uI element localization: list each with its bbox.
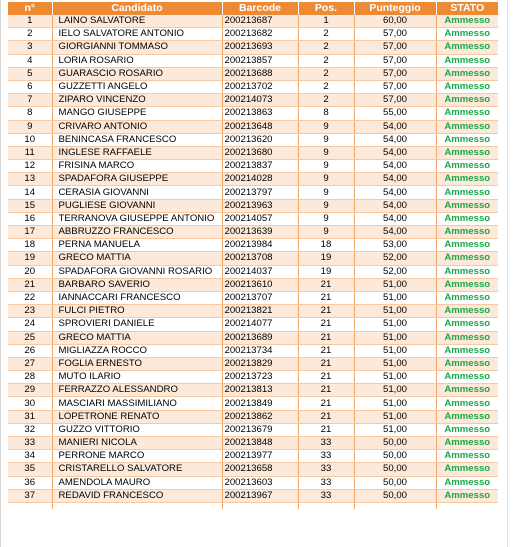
position: 21 (298, 371, 354, 384)
barcode: 200213688 (222, 67, 298, 80)
row-number: 15 (8, 199, 52, 212)
candidate-name: ZIPARO VINCENZO (52, 94, 222, 107)
score: 54,00 (354, 199, 436, 212)
table-row (8, 67, 498, 80)
table-row (8, 384, 498, 397)
table-row (8, 54, 498, 67)
barcode: 200213708 (222, 252, 298, 265)
status-label: Ammesso (436, 291, 498, 304)
table-row (8, 489, 498, 502)
status-label: Ammesso (436, 28, 498, 41)
score: 51,00 (354, 423, 436, 436)
cutoff-cell (354, 502, 436, 509)
row-number: 11 (8, 146, 52, 159)
position: 21 (298, 344, 354, 357)
position: 21 (298, 423, 354, 436)
barcode: 200213702 (222, 80, 298, 93)
row-number: 20 (8, 265, 52, 278)
barcode: 200213723 (222, 371, 298, 384)
position: 2 (298, 41, 354, 54)
position: 9 (298, 199, 354, 212)
row-number: 6 (8, 80, 52, 93)
status-label: Ammesso (436, 252, 498, 265)
position: 2 (298, 67, 354, 80)
results-sheet (8, 2, 498, 509)
candidate-name: FRISINA MARCO (52, 160, 222, 173)
position: 33 (298, 437, 354, 450)
status-label: Ammesso (436, 437, 498, 450)
barcode: 200213639 (222, 226, 298, 239)
barcode: 200213837 (222, 160, 298, 173)
candidate-name: REDAVID FRANCESCO (52, 489, 222, 502)
cutoff-cell (52, 502, 222, 509)
table-row (8, 357, 498, 370)
score: 50,00 (354, 463, 436, 476)
status-label: Ammesso (436, 450, 498, 463)
candidate-name: PUGLIESE GIOVANNI (52, 199, 222, 212)
row-number: 26 (8, 344, 52, 357)
table-row (8, 397, 498, 410)
row-number: 32 (8, 423, 52, 436)
barcode: 200213849 (222, 397, 298, 410)
page-edge-left (0, 0, 1, 547)
row-number: 25 (8, 331, 52, 344)
status-label: Ammesso (436, 186, 498, 199)
position: 9 (298, 173, 354, 186)
candidate-name: FULCI PIETRO (52, 305, 222, 318)
row-number: 3 (8, 41, 52, 54)
row-number: 33 (8, 437, 52, 450)
row-number: 13 (8, 173, 52, 186)
position: 21 (298, 397, 354, 410)
barcode: 200213863 (222, 107, 298, 120)
table-row (8, 186, 498, 199)
status-label: Ammesso (436, 54, 498, 67)
row-number: 10 (8, 133, 52, 146)
score: 53,00 (354, 239, 436, 252)
score: 51,00 (354, 344, 436, 357)
score: 54,00 (354, 160, 436, 173)
position: 33 (298, 476, 354, 489)
status-label: Ammesso (436, 212, 498, 225)
barcode: 200213977 (222, 450, 298, 463)
cutoff-cell (222, 502, 298, 509)
candidate-name: LOPETRONE RENATO (52, 410, 222, 423)
position: 9 (298, 146, 354, 159)
candidate-name: CERASIA GIOVANNI (52, 186, 222, 199)
row-number: 7 (8, 94, 52, 107)
status-label: Ammesso (436, 357, 498, 370)
cutoff-cell (8, 502, 52, 509)
score: 57,00 (354, 54, 436, 67)
position: 33 (298, 450, 354, 463)
position: 9 (298, 120, 354, 133)
status-label: Ammesso (436, 397, 498, 410)
status-label: Ammesso (436, 107, 498, 120)
row-number: 27 (8, 357, 52, 370)
score: 50,00 (354, 476, 436, 489)
table-row (8, 344, 498, 357)
column-header-punteggio: Punteggio (354, 2, 436, 15)
score: 57,00 (354, 94, 436, 107)
score: 51,00 (354, 410, 436, 423)
score: 60,00 (354, 15, 436, 28)
score: 50,00 (354, 437, 436, 450)
row-number: 17 (8, 226, 52, 239)
candidate-name: TERRANOVA GIUSEPPE ANTONIO (52, 212, 222, 225)
table-row (8, 371, 498, 384)
candidate-name: IELO SALVATORE ANTONIO (52, 28, 222, 41)
cutoff-cell (436, 502, 498, 509)
row-number: 21 (8, 278, 52, 291)
candidate-name: FOGLIA ERNESTO (52, 357, 222, 370)
barcode: 200214037 (222, 265, 298, 278)
status-label: Ammesso (436, 15, 498, 28)
row-number: 35 (8, 463, 52, 476)
status-label: Ammesso (436, 239, 498, 252)
position: 21 (298, 410, 354, 423)
status-label: Ammesso (436, 318, 498, 331)
position: 21 (298, 318, 354, 331)
score: 54,00 (354, 186, 436, 199)
barcode: 200213848 (222, 437, 298, 450)
barcode: 200213707 (222, 291, 298, 304)
score: 51,00 (354, 331, 436, 344)
candidate-name: MUTO ILARIO (52, 371, 222, 384)
barcode: 200213967 (222, 489, 298, 502)
table-row (8, 463, 498, 476)
score: 50,00 (354, 489, 436, 502)
status-label: Ammesso (436, 94, 498, 107)
barcode: 200213984 (222, 239, 298, 252)
candidate-name: AMENDOLA MAURO (52, 476, 222, 489)
candidate-name: CRIVARO ANTONIO (52, 120, 222, 133)
candidate-name: MIGLIAZZA ROCCO (52, 344, 222, 357)
score: 54,00 (354, 146, 436, 159)
position: 2 (298, 94, 354, 107)
position: 21 (298, 278, 354, 291)
score: 50,00 (354, 450, 436, 463)
row-number: 9 (8, 120, 52, 133)
status-label: Ammesso (436, 489, 498, 502)
status-label: Ammesso (436, 226, 498, 239)
status-label: Ammesso (436, 423, 498, 436)
table-row (8, 41, 498, 54)
position: 9 (298, 212, 354, 225)
candidate-name: LORIA ROSARIO (52, 54, 222, 67)
candidate-name: GUZZO VITTORIO (52, 423, 222, 436)
row-number: 2 (8, 28, 52, 41)
score: 51,00 (354, 291, 436, 304)
position: 9 (298, 160, 354, 173)
table-row (8, 80, 498, 93)
table-row (8, 146, 498, 159)
candidate-name: SPROVIERI DANIELE (52, 318, 222, 331)
table-row (8, 212, 498, 225)
barcode: 200213813 (222, 384, 298, 397)
barcode: 200213963 (222, 199, 298, 212)
position: 9 (298, 186, 354, 199)
position: 33 (298, 463, 354, 476)
position: 21 (298, 384, 354, 397)
row-number: 18 (8, 239, 52, 252)
position: 21 (298, 331, 354, 344)
row-number: 30 (8, 397, 52, 410)
row-number: 28 (8, 371, 52, 384)
barcode: 200213603 (222, 476, 298, 489)
position: 2 (298, 54, 354, 67)
score: 51,00 (354, 278, 436, 291)
table-row (8, 15, 498, 28)
table-row (8, 265, 498, 278)
status-label: Ammesso (436, 410, 498, 423)
candidate-name: BENINCASA FRANCESCO (52, 133, 222, 146)
barcode: 200213687 (222, 15, 298, 28)
position: 33 (298, 489, 354, 502)
barcode: 200213680 (222, 146, 298, 159)
table-row-cutoff (8, 502, 498, 509)
status-label: Ammesso (436, 80, 498, 93)
row-number: 4 (8, 54, 52, 67)
barcode: 200213682 (222, 28, 298, 41)
status-label: Ammesso (436, 133, 498, 146)
barcode: 200213689 (222, 331, 298, 344)
status-label: Ammesso (436, 199, 498, 212)
row-number: 1 (8, 15, 52, 28)
status-label: Ammesso (436, 278, 498, 291)
candidate-name: GUARASCIO ROSARIO (52, 67, 222, 80)
score: 51,00 (354, 371, 436, 384)
barcode: 200213857 (222, 54, 298, 67)
score: 54,00 (354, 226, 436, 239)
column-header-barcode: Barcode (222, 2, 298, 15)
table-body (8, 15, 498, 509)
row-number: 22 (8, 291, 52, 304)
table-row (8, 199, 498, 212)
row-number: 36 (8, 476, 52, 489)
barcode: 200213862 (222, 410, 298, 423)
row-number: 16 (8, 212, 52, 225)
row-number: 23 (8, 305, 52, 318)
table-row (8, 476, 498, 489)
results-table (8, 2, 498, 509)
page-edge-right (507, 0, 508, 547)
row-number: 5 (8, 67, 52, 80)
score: 51,00 (354, 305, 436, 318)
barcode: 200213658 (222, 463, 298, 476)
table-row (8, 133, 498, 146)
table-row (8, 305, 498, 318)
position: 8 (298, 107, 354, 120)
row-number: 37 (8, 489, 52, 502)
position: 9 (298, 226, 354, 239)
score: 55,00 (354, 107, 436, 120)
table-row (8, 226, 498, 239)
score: 54,00 (354, 120, 436, 133)
table-row (8, 450, 498, 463)
candidate-name: PERNA MANUELA (52, 239, 222, 252)
candidate-name: INGLESE RAFFAELE (52, 146, 222, 159)
candidate-name: GUZZETTI ANGELO (52, 80, 222, 93)
status-label: Ammesso (436, 67, 498, 80)
position: 21 (298, 305, 354, 318)
row-number: 34 (8, 450, 52, 463)
position: 21 (298, 357, 354, 370)
column-header-n: n° (8, 2, 52, 15)
status-label: Ammesso (436, 331, 498, 344)
score: 51,00 (354, 384, 436, 397)
score: 54,00 (354, 133, 436, 146)
table-row (8, 239, 498, 252)
position: 19 (298, 252, 354, 265)
column-header-pos: Pos. (298, 2, 354, 15)
position: 1 (298, 15, 354, 28)
table-row (8, 423, 498, 436)
score: 51,00 (354, 397, 436, 410)
table-row (8, 160, 498, 173)
candidate-name: FERRAZZO ALESSANDRO (52, 384, 222, 397)
status-label: Ammesso (436, 265, 498, 278)
column-header-stato: STATO (436, 2, 498, 15)
barcode: 200213610 (222, 278, 298, 291)
candidate-name: SPADAFORA GIUSEPPE (52, 173, 222, 186)
barcode: 200213734 (222, 344, 298, 357)
row-number: 24 (8, 318, 52, 331)
candidate-name: MANIERI NICOLA (52, 437, 222, 450)
score: 54,00 (354, 173, 436, 186)
position: 21 (298, 291, 354, 304)
row-number: 8 (8, 107, 52, 120)
candidate-name: GIORGIANNI TOMMASO (52, 41, 222, 54)
barcode: 200214077 (222, 318, 298, 331)
barcode: 200213821 (222, 305, 298, 318)
table-row (8, 28, 498, 41)
barcode: 200213797 (222, 186, 298, 199)
status-label: Ammesso (436, 305, 498, 318)
candidate-name: PERRONE MARCO (52, 450, 222, 463)
barcode: 200214057 (222, 212, 298, 225)
column-header-candidato: Candidato (52, 2, 222, 15)
barcode: 200213648 (222, 120, 298, 133)
status-label: Ammesso (436, 344, 498, 357)
barcode: 200213620 (222, 133, 298, 146)
score: 52,00 (354, 265, 436, 278)
candidate-name: MASCIARI MASSIMILIANO (52, 397, 222, 410)
table-row (8, 252, 498, 265)
row-number: 19 (8, 252, 52, 265)
table-row (8, 173, 498, 186)
candidate-name: IANNACCARI FRANCESCO (52, 291, 222, 304)
position: 2 (298, 80, 354, 93)
row-number: 12 (8, 160, 52, 173)
table-row (8, 331, 498, 344)
score: 54,00 (354, 212, 436, 225)
score: 52,00 (354, 252, 436, 265)
status-label: Ammesso (436, 384, 498, 397)
candidate-name: SPADAFORA GIOVANNI ROSARIO (52, 265, 222, 278)
candidate-name: CRISTARELLO SALVATORE (52, 463, 222, 476)
score: 51,00 (354, 318, 436, 331)
barcode: 200214028 (222, 173, 298, 186)
status-label: Ammesso (436, 173, 498, 186)
barcode: 200213829 (222, 357, 298, 370)
status-label: Ammesso (436, 146, 498, 159)
candidate-name: ABBRUZZO FRANCESCO (52, 226, 222, 239)
barcode: 200213679 (222, 423, 298, 436)
table-row (8, 120, 498, 133)
status-label: Ammesso (436, 41, 498, 54)
table-header-row (8, 2, 498, 15)
status-label: Ammesso (436, 160, 498, 173)
table-row (8, 291, 498, 304)
position: 2 (298, 28, 354, 41)
candidate-name: BARBARO SAVERIO (52, 278, 222, 291)
table-row (8, 94, 498, 107)
row-number: 31 (8, 410, 52, 423)
position: 9 (298, 133, 354, 146)
score: 57,00 (354, 41, 436, 54)
status-label: Ammesso (436, 463, 498, 476)
candidate-name: MANGO GIUSEPPE (52, 107, 222, 120)
position: 19 (298, 265, 354, 278)
barcode: 200214073 (222, 94, 298, 107)
cutoff-cell (298, 502, 354, 509)
candidate-name: GRECO MATTIA (52, 331, 222, 344)
candidate-name: LAINO SALVATORE (52, 15, 222, 28)
row-number: 29 (8, 384, 52, 397)
table-row (8, 278, 498, 291)
status-label: Ammesso (436, 476, 498, 489)
table-row (8, 318, 498, 331)
barcode: 200213693 (222, 41, 298, 54)
score: 57,00 (354, 80, 436, 93)
table-row (8, 107, 498, 120)
score: 51,00 (354, 357, 436, 370)
status-label: Ammesso (436, 371, 498, 384)
table-row (8, 410, 498, 423)
candidate-name: GRECO MATTIA (52, 252, 222, 265)
row-number: 14 (8, 186, 52, 199)
status-label: Ammesso (436, 120, 498, 133)
score: 57,00 (354, 28, 436, 41)
table-row (8, 437, 498, 450)
position: 18 (298, 239, 354, 252)
score: 57,00 (354, 67, 436, 80)
